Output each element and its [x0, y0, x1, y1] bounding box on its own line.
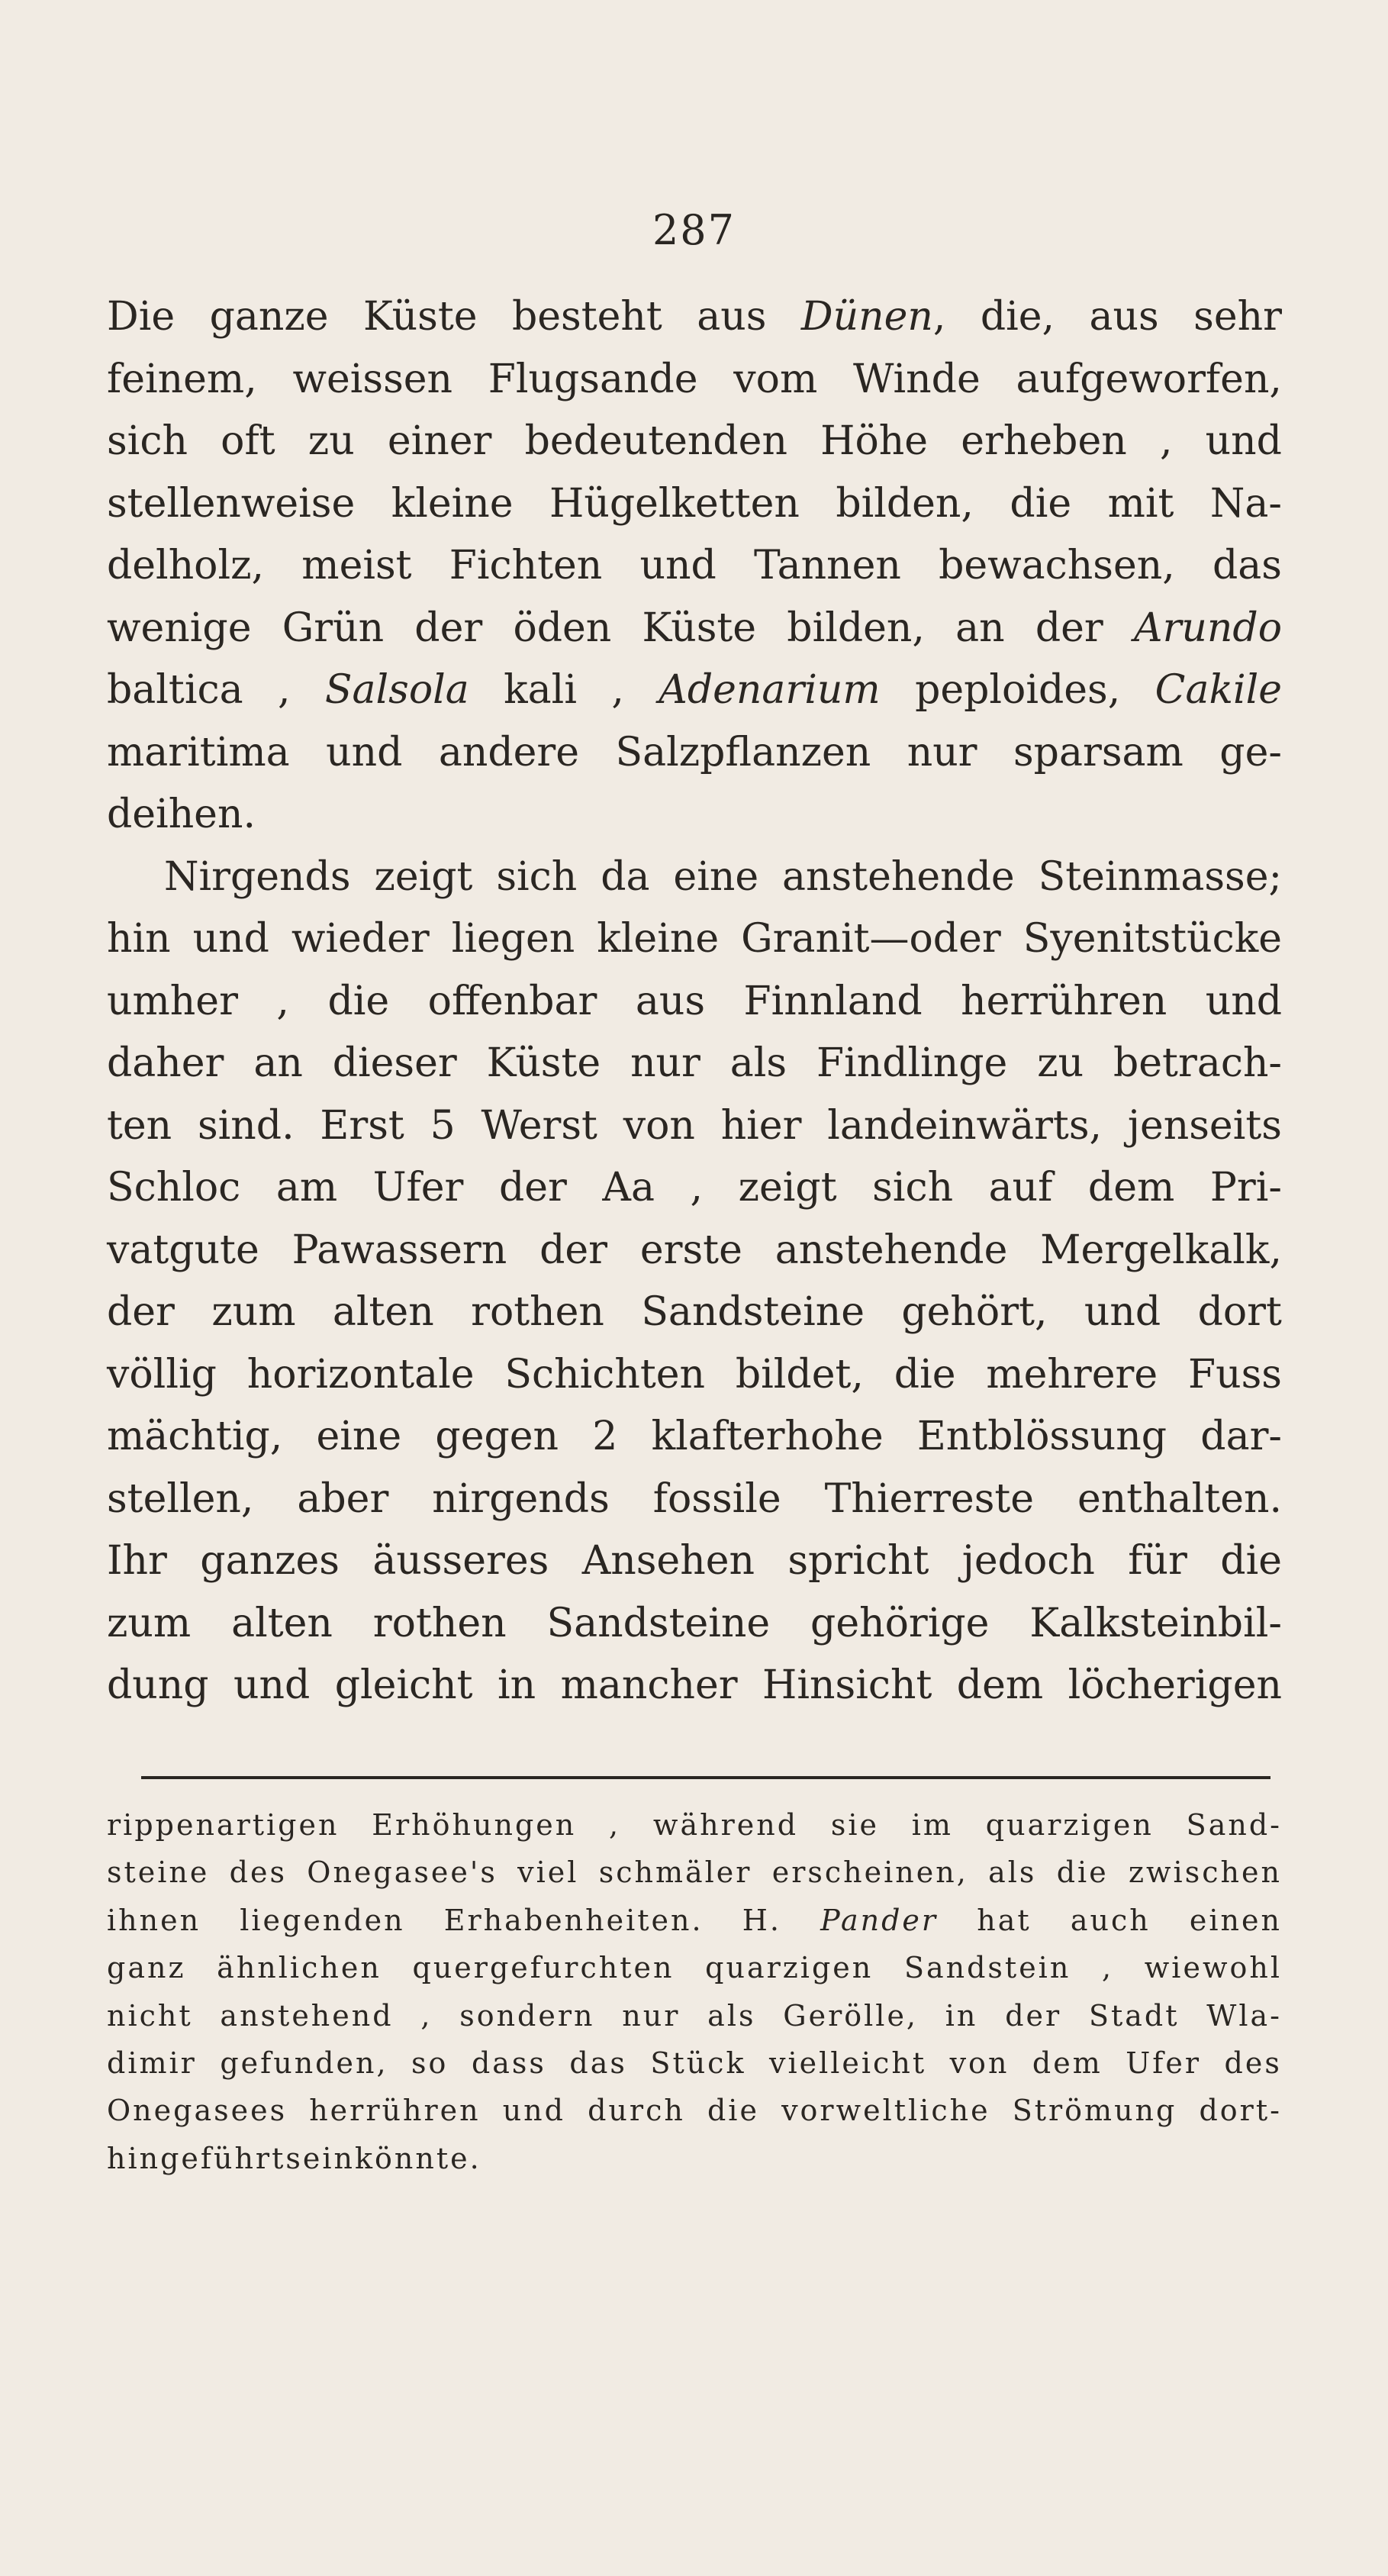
word: an	[955, 605, 1005, 651]
word: dort	[1197, 1289, 1282, 1335]
word: Flugsande	[488, 356, 698, 402]
word: ganzes	[200, 1538, 340, 1584]
footnote-line	[107, 2039, 1282, 2087]
word: Küste	[362, 294, 478, 340]
word: nur	[630, 1040, 700, 1086]
main-text-line	[107, 1344, 1282, 1407]
word: sie	[830, 1808, 879, 1842]
word: geführt	[160, 2141, 286, 2175]
word: die	[894, 1351, 956, 1398]
word: und	[1205, 978, 1282, 1024]
word: rothen	[372, 1600, 507, 1646]
main-text-line	[107, 473, 1282, 536]
word: Die	[107, 294, 176, 340]
word: Erhabenheiten.	[443, 1903, 704, 1937]
word: stellenweise	[107, 480, 356, 527]
word: in	[945, 1998, 978, 2033]
word: sein	[285, 2141, 355, 2175]
word: alten	[332, 1289, 434, 1335]
main-text-line	[107, 722, 1282, 785]
word: sich	[496, 853, 578, 900]
footnote-separator-rule	[141, 1776, 1270, 1779]
word: die,	[980, 294, 1055, 340]
word: im	[911, 1808, 953, 1842]
word: fossile	[652, 1475, 781, 1522]
word: einer	[387, 418, 492, 464]
word: könnte.	[355, 2141, 481, 2175]
word: Höhe	[820, 418, 929, 464]
word: die	[1220, 1538, 1282, 1584]
main-text-line	[107, 598, 1282, 660]
word: Ansehen	[581, 1538, 755, 1584]
word: Strömung	[1012, 2094, 1177, 2128]
footnote-line	[107, 1849, 1282, 1896]
word: anstehende	[782, 853, 1015, 900]
word: vorweltliche	[781, 2094, 990, 2128]
word: ,	[690, 1165, 704, 1211]
word: mit	[1107, 480, 1174, 527]
page-number: 287	[652, 206, 736, 254]
word: anstehend	[220, 1998, 394, 2033]
main-text-line	[107, 1655, 1282, 1717]
word: hier	[720, 1102, 802, 1149]
word: Küste	[642, 605, 757, 651]
word: Arundo	[1134, 605, 1282, 651]
word: sehr	[1193, 294, 1282, 340]
word: kleine	[391, 480, 514, 527]
footnote-line	[107, 1944, 1282, 1991]
word: mächtig,	[107, 1414, 283, 1459]
word: das	[569, 2046, 627, 2080]
word: Finnland	[743, 978, 923, 1024]
word: Ufer	[372, 1165, 464, 1211]
word: und	[233, 1662, 311, 1708]
word: ähnlichen	[217, 1951, 382, 1985]
main-text-line	[107, 1469, 1282, 1531]
word: Pawassern	[291, 1227, 507, 1273]
word: ,	[1159, 418, 1173, 464]
word: quarzigen	[985, 1808, 1154, 1842]
word: eine	[673, 853, 759, 900]
word: Nirgends	[164, 853, 351, 900]
word: ganze	[209, 294, 329, 340]
word: wieder	[291, 916, 430, 962]
word: sind.	[197, 1102, 295, 1149]
word: der	[1005, 1998, 1062, 2033]
word: und	[1084, 1289, 1161, 1335]
word: delholz,	[107, 543, 265, 588]
word: auf	[988, 1165, 1053, 1211]
word: bildet,	[735, 1351, 864, 1398]
word: Findlinge	[816, 1040, 1008, 1086]
word: Werst	[481, 1102, 597, 1149]
word: und	[1205, 418, 1282, 464]
word: mehrere	[986, 1351, 1158, 1398]
word: zu	[308, 418, 355, 464]
word: ,	[277, 667, 291, 713]
word: und	[639, 543, 717, 588]
word: an	[253, 1040, 303, 1086]
word: 5	[430, 1102, 456, 1149]
word: schmäler	[598, 1855, 752, 1890]
word: liegenden	[240, 1903, 405, 1937]
word: sondern	[459, 1998, 595, 2033]
word: hin	[107, 916, 171, 962]
word: dar-	[1200, 1414, 1282, 1459]
main-text-line	[107, 349, 1282, 411]
word: andere	[438, 729, 580, 775]
word: Sand-	[1186, 1808, 1282, 1842]
word: ganz	[107, 1951, 186, 1985]
word: nicht	[107, 1998, 193, 2033]
word: zu	[1037, 1040, 1084, 1086]
word: dimir	[107, 2046, 197, 2080]
word: jenseits	[1127, 1102, 1282, 1149]
word: nur	[907, 729, 977, 775]
word: Grün	[282, 605, 385, 651]
word: Kalksteinbil-	[1029, 1600, 1282, 1646]
word: quergefurchten	[412, 1951, 675, 1985]
main-text-line	[107, 411, 1282, 473]
word: gehörige	[810, 1600, 990, 1646]
word: bilden,	[836, 480, 974, 527]
word: der	[414, 605, 483, 651]
word: mancher	[560, 1662, 738, 1708]
word: bedeutenden	[524, 418, 787, 464]
word: Aa	[602, 1165, 655, 1211]
word: hin	[107, 2141, 161, 2175]
word: Thierreste	[824, 1475, 1035, 1522]
word: deihen.	[107, 791, 256, 837]
word: Gerölle,	[783, 1998, 919, 2033]
word: der	[107, 1289, 175, 1335]
word: öden	[513, 605, 612, 651]
word: so	[411, 2046, 449, 2080]
word: von	[623, 1102, 695, 1149]
main-text-line	[107, 784, 1282, 846]
word: sparsam	[1013, 729, 1184, 775]
word: aber	[297, 1475, 389, 1522]
word: Na-	[1209, 480, 1282, 527]
word: die	[327, 978, 390, 1024]
word: Ufer	[1126, 2046, 1202, 2080]
word: ,	[609, 1808, 621, 1842]
word: Küste	[486, 1040, 601, 1086]
word: bilden,	[787, 605, 925, 651]
word: daher	[107, 1040, 224, 1086]
footnote-line	[107, 1992, 1282, 2039]
word: auch	[1070, 1903, 1151, 1937]
word: feinem,	[107, 356, 257, 402]
word: meist	[301, 543, 412, 588]
word: ,	[420, 1998, 433, 2033]
footnote	[107, 1801, 1282, 2182]
word: klafterhohe	[651, 1414, 884, 1459]
word: gehört,	[901, 1289, 1048, 1335]
main-text-line	[107, 1220, 1282, 1282]
word: ihnen	[107, 1903, 201, 1937]
footnote-line	[107, 1897, 1282, 1944]
word: Salsola	[324, 667, 469, 713]
word: Erst	[320, 1102, 404, 1149]
word: ,	[611, 667, 624, 713]
word: gefunden,	[220, 2046, 388, 2080]
main-text-line	[107, 1033, 1282, 1095]
word: in	[498, 1662, 536, 1708]
main-text-line	[107, 908, 1282, 971]
word: wiewohl	[1144, 1951, 1282, 1985]
word: umher	[107, 978, 238, 1024]
word: herrühren	[309, 2094, 481, 2128]
main-text-line	[107, 1157, 1282, 1220]
word: H.	[742, 1903, 781, 1937]
word: zeigt	[374, 853, 473, 900]
word: gleicht	[334, 1662, 473, 1708]
word: einen	[1189, 1903, 1282, 1937]
word: Winde	[853, 356, 981, 402]
word: besteht	[511, 294, 662, 340]
word: ge-	[1219, 729, 1282, 775]
word: Hügelketten	[549, 480, 800, 527]
word: jedoch	[961, 1538, 1095, 1584]
word: Steinmasse;	[1038, 853, 1282, 900]
footnote-line	[107, 2087, 1282, 2134]
word: während	[652, 1808, 799, 1842]
word: Fichten	[449, 543, 603, 588]
word: völlig	[107, 1351, 217, 1398]
word: als	[707, 1998, 756, 2033]
word: eine	[316, 1414, 402, 1459]
word: zum	[107, 1600, 192, 1646]
word: Onegasee's	[307, 1855, 498, 1890]
word: erheben	[961, 418, 1127, 464]
word: bewachsen,	[939, 543, 1175, 588]
word: Erhöhungen	[372, 1808, 577, 1842]
word: oft	[221, 418, 275, 464]
word: Salzpflanzen	[615, 729, 871, 775]
word: vielleicht	[769, 2046, 927, 2080]
word: als	[988, 1855, 1037, 1890]
word: erscheinen,	[771, 1855, 968, 1890]
word: Stück	[650, 2046, 746, 2080]
word: offenbar	[427, 978, 597, 1024]
word: Tannen	[753, 543, 901, 588]
word: das	[1212, 543, 1282, 588]
word: enthalten.	[1077, 1475, 1282, 1522]
word: horizontale	[246, 1351, 475, 1398]
word: aufgeworfen,	[1016, 356, 1282, 402]
word: und	[192, 916, 269, 962]
word: viel	[517, 1855, 579, 1890]
word: Dünen,	[800, 294, 946, 340]
word: sich	[107, 418, 188, 464]
word: weissen	[292, 356, 453, 402]
word: spricht	[787, 1538, 929, 1584]
word: aus	[1089, 294, 1159, 340]
word: als	[729, 1040, 787, 1086]
word: dem	[1087, 1165, 1175, 1211]
word: hat	[977, 1903, 1032, 1937]
word: nirgends	[432, 1475, 610, 1522]
word: dass	[471, 2046, 546, 2080]
main-text-line	[107, 1282, 1282, 1344]
main-text-line	[107, 1530, 1282, 1593]
word: Pri-	[1209, 1165, 1282, 1211]
word: Schichten	[504, 1351, 706, 1398]
word: äusseres	[372, 1538, 549, 1584]
word: dort-	[1199, 2094, 1282, 2128]
word: dieser	[332, 1040, 457, 1086]
word: stellen,	[107, 1475, 254, 1522]
word: kleine	[597, 916, 720, 962]
word: Sandsteine	[546, 1600, 771, 1646]
word: für	[1128, 1538, 1187, 1584]
word: Wla-	[1206, 1998, 1282, 2033]
word: Pander	[820, 1903, 939, 1937]
footnote-line	[107, 2135, 1282, 2182]
word: der	[1035, 605, 1103, 651]
word: betrach-	[1113, 1040, 1282, 1086]
word: quarzigen	[705, 1951, 874, 1985]
word: erste	[639, 1227, 742, 1273]
main-text	[107, 286, 1282, 1717]
word: des	[229, 1855, 287, 1890]
main-text-line	[107, 1406, 1282, 1469]
word: dem	[956, 1662, 1044, 1708]
word: 2	[592, 1414, 618, 1459]
word: löcherigen	[1068, 1662, 1282, 1708]
footnote-line	[107, 1801, 1282, 1849]
word: Sandsteine	[641, 1289, 865, 1335]
word: Schloc	[107, 1165, 241, 1211]
word: Stadt	[1088, 1998, 1180, 2033]
word: zeigt	[738, 1165, 837, 1211]
word: am	[275, 1165, 338, 1211]
word: ten	[107, 1102, 172, 1149]
word: Entblössung	[916, 1414, 1167, 1459]
word: Fuss	[1188, 1351, 1282, 1398]
word: von	[949, 2046, 1010, 2080]
word: der	[539, 1227, 608, 1273]
word: Adenarium	[659, 667, 881, 713]
word: die	[1010, 480, 1072, 527]
word: dem	[1032, 2046, 1103, 2080]
word: ,	[1102, 1951, 1114, 1985]
word: Granit—oder	[741, 916, 1001, 962]
main-text-line	[107, 535, 1282, 598]
word: und	[502, 2094, 565, 2128]
word: des	[1224, 2046, 1282, 2080]
word: aus	[635, 978, 706, 1024]
word: durch	[588, 2094, 685, 2128]
word: und	[326, 729, 403, 775]
main-text-line	[107, 846, 1282, 909]
word: dung	[107, 1662, 209, 1708]
main-text-line	[107, 1095, 1282, 1158]
word: gegen	[435, 1414, 559, 1459]
word: sich	[872, 1165, 954, 1211]
word: Hinsicht	[762, 1662, 932, 1708]
word: die	[1056, 1855, 1109, 1890]
word: zwischen	[1129, 1855, 1282, 1890]
word: rippenartigen	[107, 1808, 340, 1842]
main-text-line	[107, 659, 1282, 722]
word: Syenitstücke	[1022, 916, 1282, 962]
word: Sandstein	[903, 1951, 1071, 1985]
word: da	[601, 853, 650, 900]
word: anstehende	[775, 1227, 1008, 1273]
word: liegen	[451, 916, 575, 962]
word: landeinwärts,	[827, 1102, 1103, 1149]
word: peploides,	[915, 667, 1121, 713]
word: maritima	[107, 729, 290, 775]
word: Onegasees	[107, 2094, 288, 2128]
word: steine	[107, 1855, 210, 1890]
word: der	[498, 1165, 567, 1211]
word: Cakile	[1155, 667, 1282, 713]
word: Ihr	[107, 1538, 167, 1584]
word: vom	[733, 356, 818, 402]
word: kali	[504, 667, 577, 713]
word: rothen	[471, 1289, 604, 1335]
word: zum	[211, 1289, 296, 1335]
word: die	[707, 2094, 759, 2128]
word: herrühren	[961, 978, 1167, 1024]
word: ,	[276, 978, 289, 1024]
main-text-line	[107, 1593, 1282, 1656]
main-text-line	[107, 971, 1282, 1033]
word: vatgute	[107, 1227, 259, 1273]
word: wenige	[107, 605, 252, 651]
word: aus	[697, 294, 767, 340]
word: baltica	[107, 667, 243, 713]
word: alten	[231, 1600, 333, 1646]
word: nur	[622, 1998, 681, 2033]
main-text-line	[107, 286, 1282, 349]
word: Mergelkalk,	[1040, 1227, 1282, 1273]
